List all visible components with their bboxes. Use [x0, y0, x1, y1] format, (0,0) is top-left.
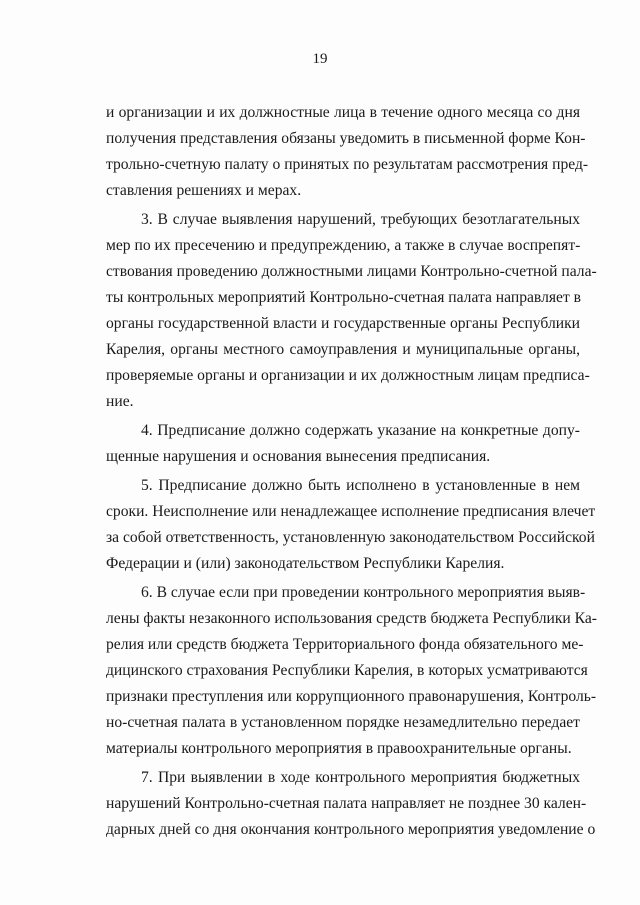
text-line: ты контрольных мероприятий Контрольно-счетная палата направляет в: [106, 289, 582, 306]
text-line: релия или средств бюджета Территориального фонда обязательного ме-: [106, 636, 584, 653]
text-line: проверяемые органы и организации и их должностным лицам предписа-: [106, 367, 590, 384]
document-body: [106, 100, 597, 843]
text-line: дарных дней со дня окончания контрольного мероприятия уведомление о: [106, 821, 596, 838]
text-line: трольно-счетную палату о принятых по результатам рассмотрения пред-: [106, 156, 589, 173]
paragraph: [106, 418, 580, 470]
text-line: материалы контрольного мероприятия в правоохранительные органы.: [106, 740, 572, 757]
text-line: органы государственной власти и государственные органы Республики: [106, 315, 580, 332]
paragraph: [106, 207, 597, 415]
paragraph: [106, 765, 596, 843]
text-line: и организации и их должностные лица в течение одного месяца со дня: [106, 104, 580, 121]
text-line: мер по их пресечению и предупреждению, а также в случае воспрепят-: [106, 237, 581, 254]
text-line: дицинского страхования Республики Карелия, в которых усматриваются: [106, 662, 588, 679]
text-line: ние.: [106, 393, 134, 410]
text-line: Карелия, органы местного самоуправления и муниципальные органы,: [106, 341, 580, 358]
paragraph: [106, 473, 596, 577]
text-line: 4. Предписание должно содержать указание на конкретные допу-: [141, 422, 580, 439]
text-line: 6. В случае если при проведении контрольного мероприятия выяв-: [141, 584, 586, 601]
paragraph: [106, 100, 589, 204]
page-number: 19: [312, 51, 328, 67]
text-line: 7. При выявлении в ходе контрольного мероприятия бюджетных: [141, 769, 580, 786]
text-line: сроки. Неисполнение или ненадлежащее исполнение предписания влечет: [106, 503, 596, 520]
text-line: лены факты незаконного использования средств бюджета Республики Ка-: [106, 610, 597, 627]
text-line: щенные нарушения и основания вынесения предписания.: [106, 448, 491, 465]
text-line: но-счетная палата в установленном порядке незамедлительно передает: [106, 714, 580, 731]
text-line: признаки преступления или коррупционного правонарушения, Контроль-: [106, 688, 597, 705]
text-line: ствования проведению должностными лицами Контрольно-счетной пала-: [106, 263, 597, 280]
text-line: 3. В случае выявления нарушений, требующих безотлагательных: [141, 211, 580, 228]
text-line: Федерации и (или) законодательством Республики Карелия.: [106, 555, 505, 572]
text-line: нарушений Контрольно-счетная палата направляет не позднее 30 кален-: [106, 795, 587, 812]
text-line: за собой ответственность, установленную законодательством Российской: [106, 529, 595, 546]
text-line: 5. Предписание должно быть исполнено в установленные в нем: [141, 477, 580, 494]
text-line: получения представления обязаны уведомить в письменной форме Кон-: [106, 130, 586, 147]
text-line: ставления решениях и мерах.: [106, 182, 302, 199]
paragraph: [106, 580, 597, 762]
